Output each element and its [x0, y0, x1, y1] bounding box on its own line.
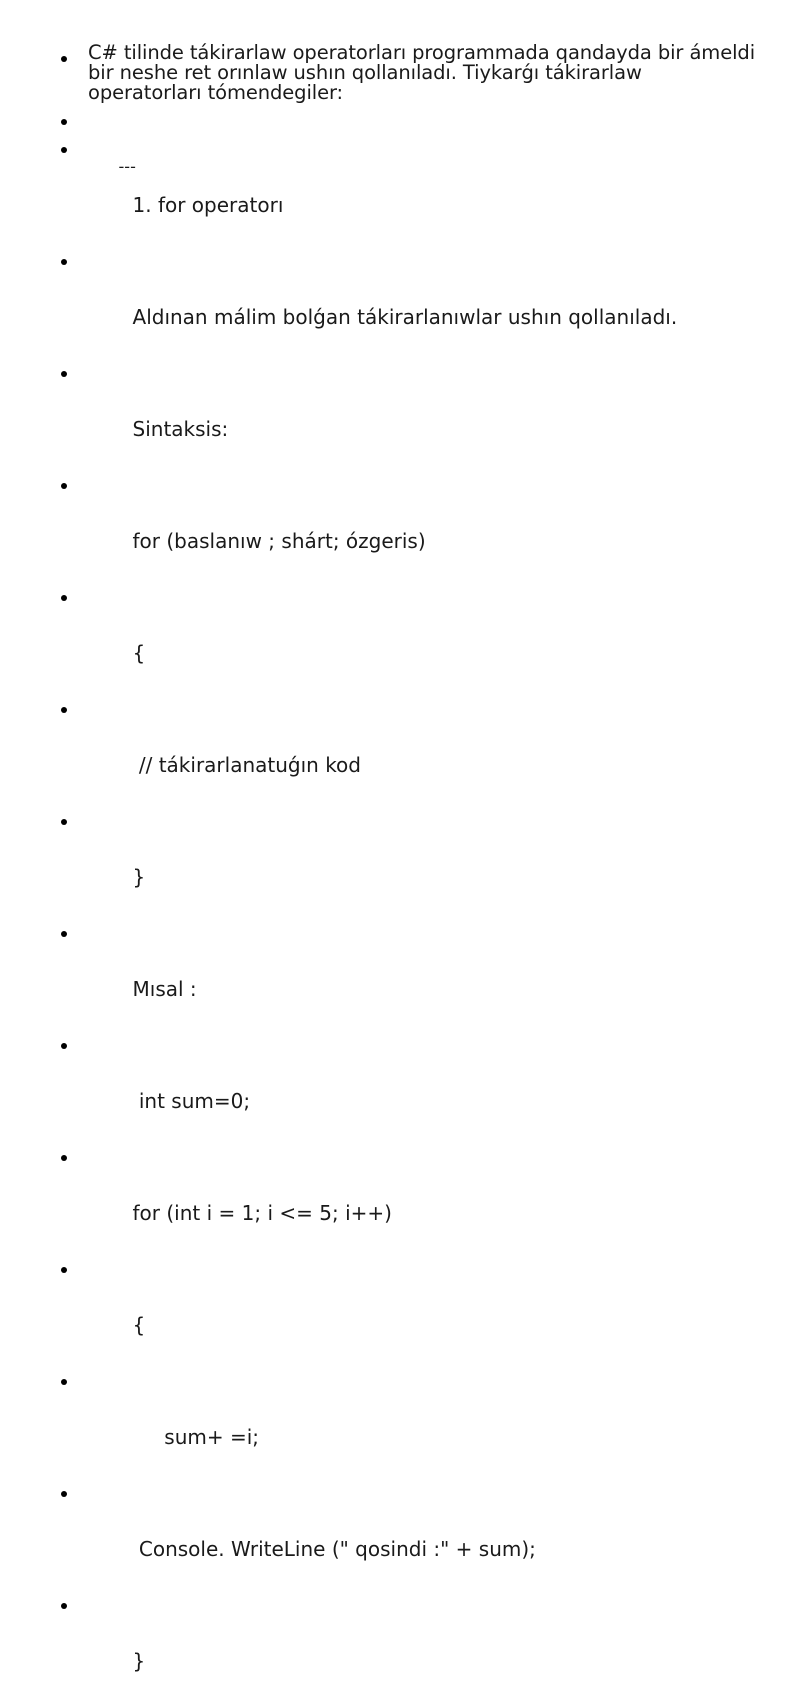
code-line: for (baslanıw ; shárt; ózgeris)	[126, 529, 426, 553]
bullet-icon	[61, 595, 67, 601]
code-line: // tákirarlanatuǵın kod	[126, 753, 361, 777]
bullet-icon	[61, 1155, 67, 1161]
list-item	[58, 247, 758, 359]
code-line: Console. WriteLine (" qosindi :" + sum);	[126, 1537, 536, 1561]
list-item	[58, 1255, 758, 1367]
bullet-icon	[61, 119, 67, 125]
list-item	[58, 1143, 758, 1255]
bullet-icon	[61, 931, 67, 937]
bullet-icon	[61, 371, 67, 377]
code-line: for (int i = 1; i <= 5; i++)	[126, 1201, 392, 1225]
bullet-icon	[61, 56, 67, 62]
code-line: }	[126, 865, 146, 889]
code-line: }	[126, 1649, 146, 1673]
list-item	[58, 135, 758, 247]
bullet-icon	[61, 1267, 67, 1273]
list-item	[58, 1367, 758, 1479]
list-item	[58, 40, 758, 107]
intro-text: C# tilinde tákirarlaw operatorları programmada qandayda bir ámeldi bir neshe ret orınlaw ushın qollanıladı. Tiykarǵı tákirarlaw operatorları tómendegiler:	[88, 41, 756, 104]
bullet-icon	[61, 1491, 67, 1497]
list-item	[58, 919, 758, 1031]
code-line: int sum=0;	[126, 1089, 251, 1113]
bullet-icon	[61, 147, 67, 153]
bullet-icon	[61, 819, 67, 825]
separator-text: ---	[118, 157, 136, 176]
bullet-list	[58, 40, 758, 1703]
bullet-icon	[61, 1043, 67, 1049]
list-item	[58, 359, 758, 471]
list-item	[58, 107, 758, 176]
bullet-icon	[61, 707, 67, 713]
list-item	[58, 807, 758, 919]
bullet-icon	[61, 1379, 67, 1385]
list-item	[58, 583, 758, 695]
bullet-icon	[61, 1603, 67, 1609]
list-item	[58, 1479, 758, 1591]
example-label: Mısal :	[126, 977, 197, 1001]
list-item	[58, 1591, 758, 1703]
description-text: Aldınan málim bolǵan tákirarlanıwlar ushın qollanıladı.	[126, 305, 678, 329]
code-line: sum+ =i;	[126, 1425, 260, 1449]
code-line: {	[126, 1313, 146, 1337]
section-heading: 1. for operatorı	[126, 193, 284, 217]
list-item	[58, 695, 758, 807]
bullet-icon	[61, 259, 67, 265]
bullet-icon	[61, 483, 67, 489]
list-item	[58, 471, 758, 583]
code-line: {	[126, 641, 146, 665]
list-item	[58, 1031, 758, 1143]
syntax-label: Sintaksis:	[126, 417, 229, 441]
